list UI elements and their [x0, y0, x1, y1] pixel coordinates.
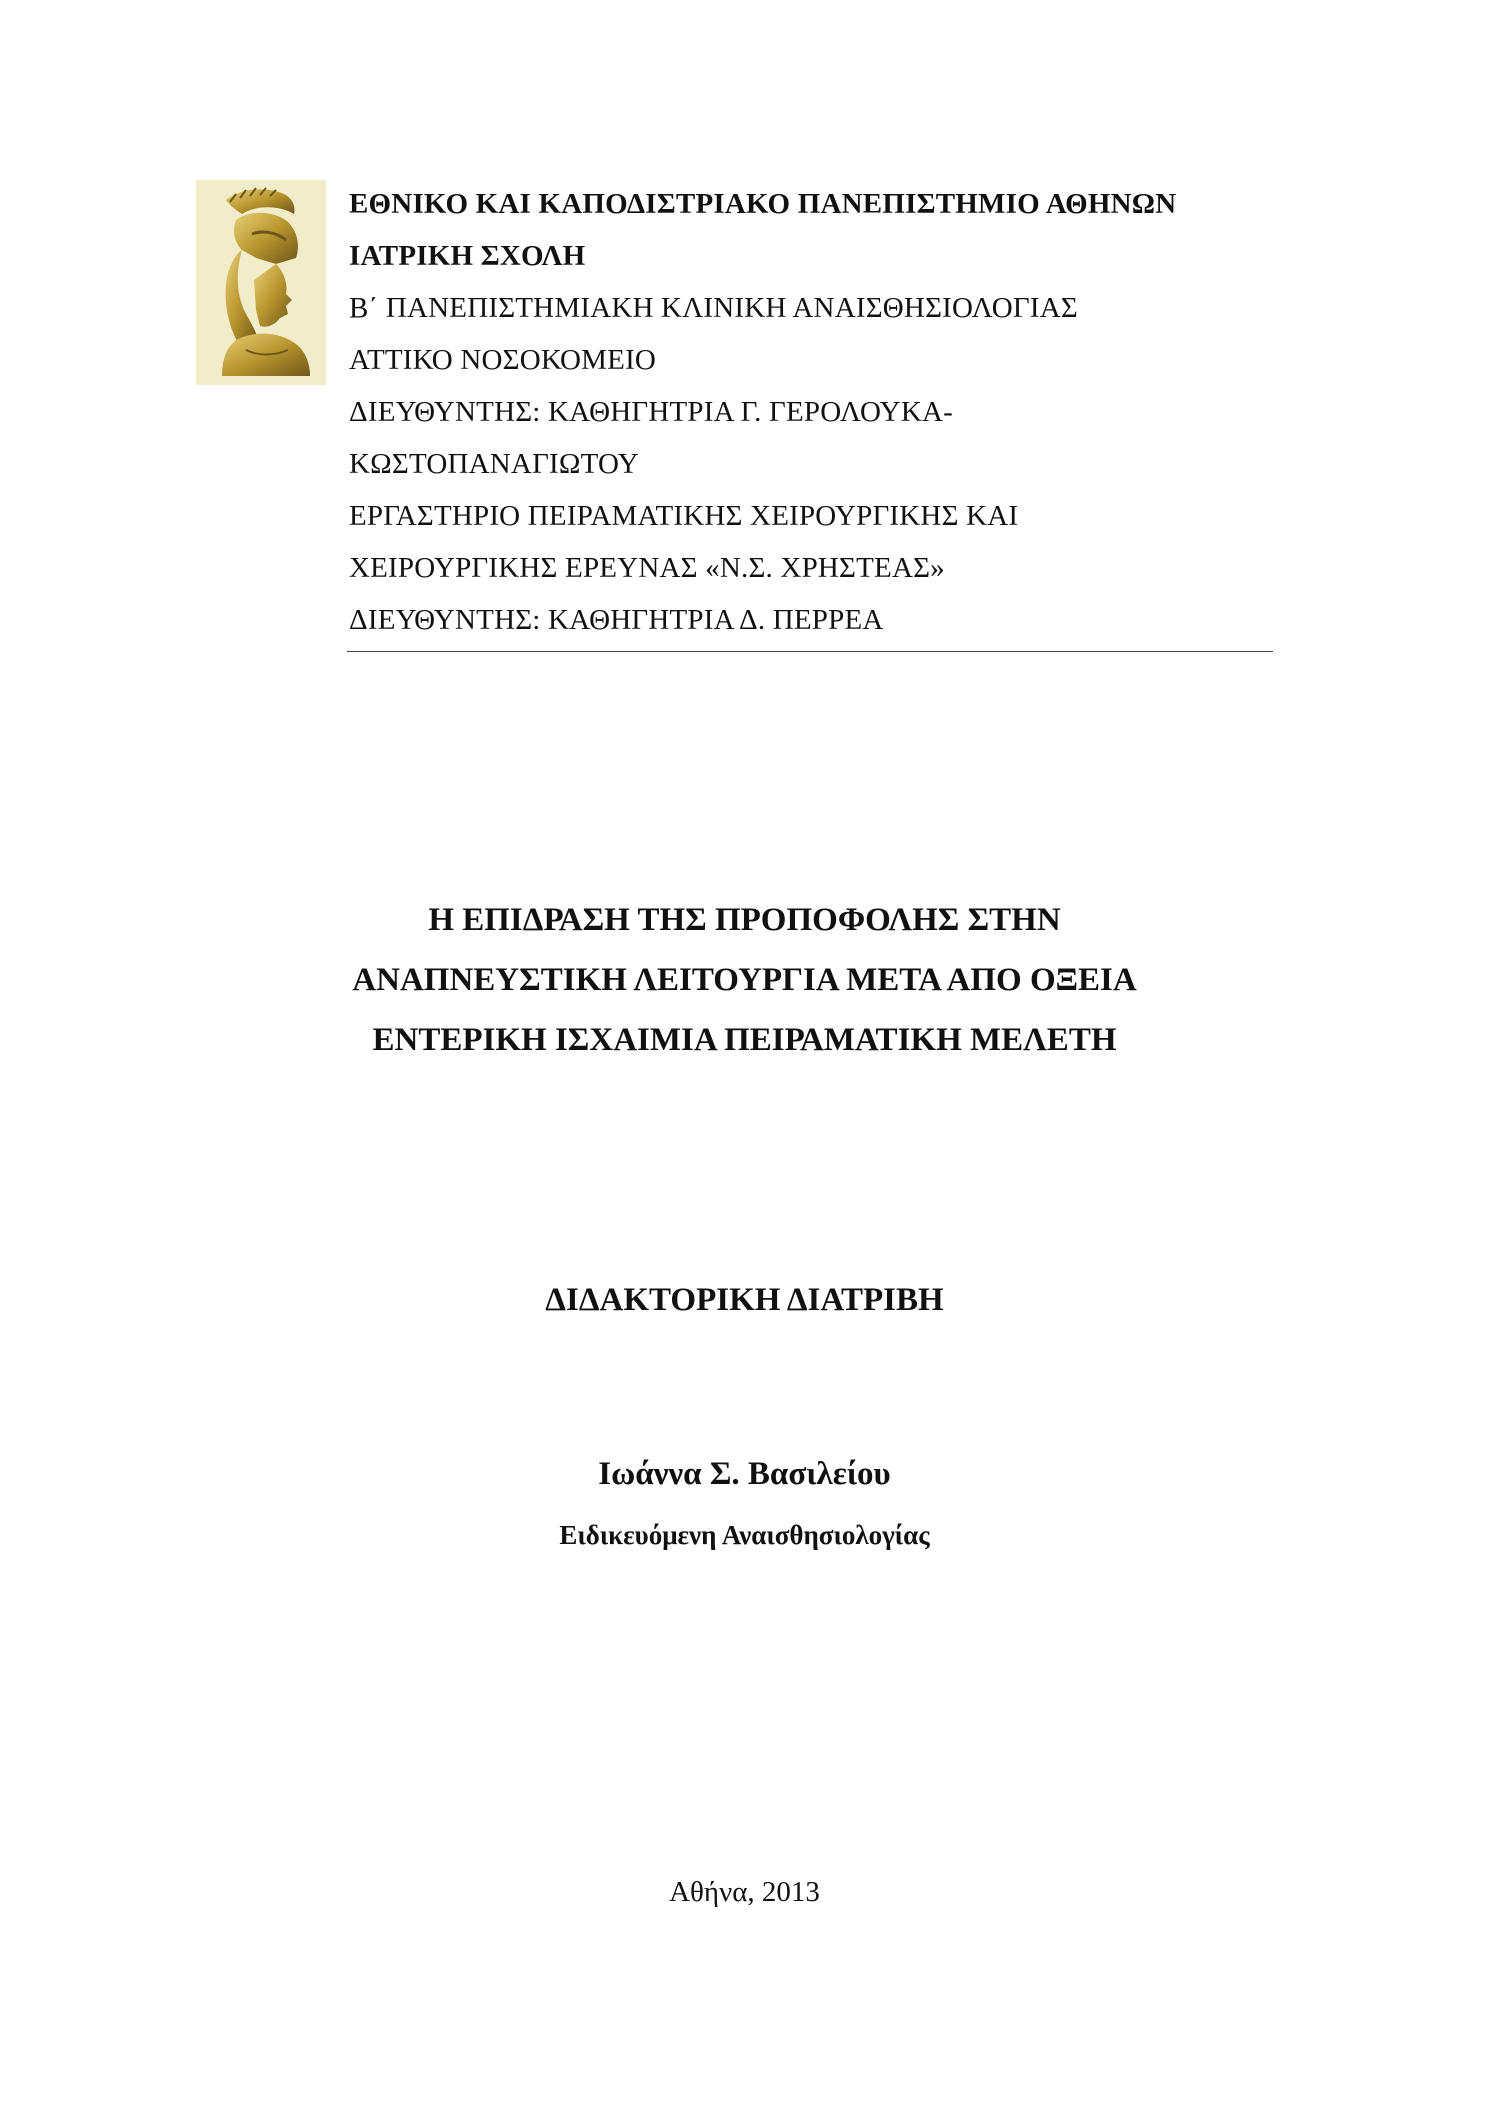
institution-header	[349, 178, 1269, 646]
author-name: Ιωάννα Σ. Βασιλείου	[598, 1456, 891, 1492]
hospital-name: ΑΤΤΙΚΟ ΝΟΣΟΚΟΜΕΙΟ	[349, 344, 657, 376]
thesis-type: ΔΙΔΑΚΤΟΡΙΚΗ ΔΙΑΤΡΙΒΗ	[545, 1282, 944, 1318]
thesis-title	[0, 890, 1489, 1070]
thesis-title-line-3: ΕΝΤΕΡΙΚΗ ΙΣΧΑΙΜΙΑ ΠΕΙΡΑΜΑΤΙΚΗ ΜΕΛΕΤΗ	[372, 1022, 1117, 1058]
university-athena-logo	[196, 180, 326, 385]
author-specialty: Ειδικευόμενη Αναισθησιολογίας	[559, 1520, 930, 1550]
athena-head-icon	[196, 180, 326, 385]
laboratory-name-line-2: ΧΕΙΡΟΥΡΓΙΚΗΣ ΕΡΕΥΝΑΣ «Ν.Σ. ΧΡΗΣΤΕΑΣ»	[349, 552, 945, 584]
clinic-name: Β΄ ΠΑΝΕΠΙΣΤΗΜΙΑΚΗ ΚΛΙΝΙΚΗ ΑΝΑΙΣΘΗΣΙΟΛΟΓΙΑΣ	[349, 292, 1078, 324]
school-name: ΙΑΤΡΙΚΗ ΣΧΟΛΗ	[349, 240, 586, 272]
clinic-director-line-2: ΚΩΣΤΟΠΑΝΑΓΙΩΤΟΥ	[349, 448, 639, 480]
thesis-title-line-1: Η ΕΠΙΔΡΑΣΗ ΤΗΣ ΠΡΟΠΟΦΟΛΗΣ ΣΤΗΝ	[428, 902, 1061, 938]
place-date: Αθήνα, 2013	[669, 1876, 820, 1908]
laboratory-name-line-1: ΕΡΓΑΣΤΗΡΙΟ ΠΕΙΡΑΜΑΤΙΚΗΣ ΧΕΙΡΟΥΡΓΙΚΗΣ ΚΑΙ	[349, 500, 1019, 532]
clinic-director-line-1: ΔΙΕΥΘΥΝΤΗΣ: ΚΑΘΗΓΗΤΡΙΑ Γ. ΓΕΡΟΛΟΥΚΑ-	[349, 396, 953, 428]
laboratory-director: ΔΙΕΥΘΥΝΤΗΣ: ΚΑΘΗΓΗΤΡΙΑ Δ. ΠΕΡΡΕΑ	[349, 604, 884, 636]
header-divider	[347, 651, 1273, 652]
thesis-title-line-2: ΑΝΑΠΝΕΥΣΤΙΚΗ ΛΕΙΤΟΥΡΓΙΑ ΜΕΤΑ ΑΠΟ ΟΞΕΙΑ	[352, 962, 1137, 998]
university-name: ΕΘΝΙΚΟ ΚΑΙ ΚΑΠΟΔΙΣΤΡΙΑΚΟ ΠΑΝΕΠΙΣΤΗΜΙΟ ΑΘΗΝΩΝ	[349, 188, 1177, 220]
